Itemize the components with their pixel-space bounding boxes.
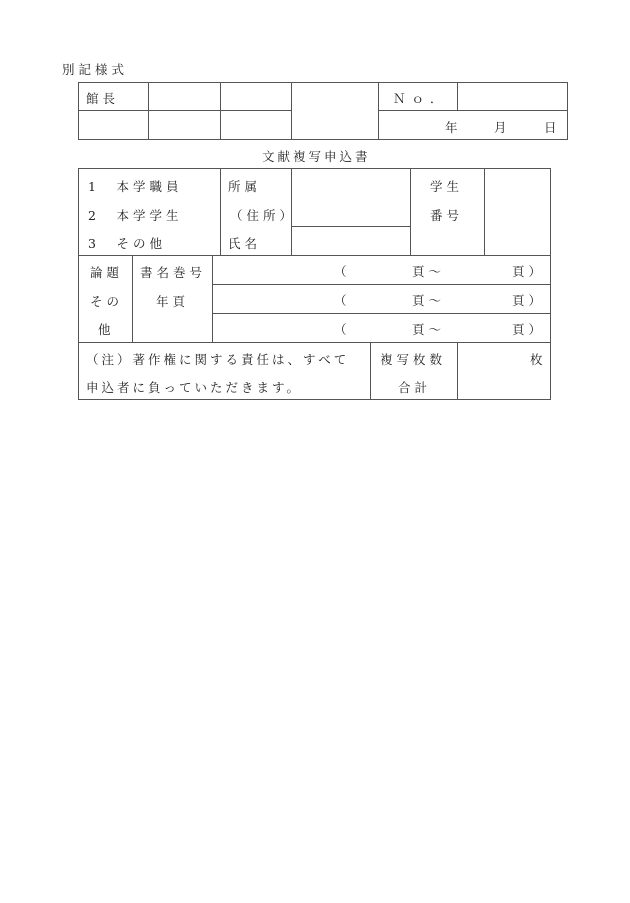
paper-row-open: （ [334, 264, 351, 279]
paper-row-page-to: 頁） [512, 322, 546, 337]
total-copies-label-1: 複写枚数 [380, 352, 447, 367]
paper-row-open: （ [334, 293, 351, 308]
kancho-label: 館長 [86, 91, 120, 106]
total-copies-label-2: 合計 [398, 380, 432, 395]
book-vol-label: 書名巻号 [140, 265, 207, 280]
name-field[interactable] [292, 227, 409, 254]
notice-line-1: （注）著作権に関する責任は、すべて [86, 352, 350, 367]
paper-label-3: 他 [98, 322, 115, 337]
paper-row-3[interactable] [213, 314, 550, 342]
paper-row-2[interactable] [213, 285, 550, 313]
paper-row-open: （ [334, 322, 351, 337]
address-label: （住所） [230, 208, 297, 223]
form-title: 文献複写申込書 [262, 149, 371, 164]
date-day-label: 日 [544, 120, 561, 135]
no-label: Ｎｏ． [393, 91, 449, 106]
category-staff[interactable]: 1 本学職員 [88, 179, 183, 194]
category-other[interactable]: 3 その他 [88, 236, 166, 251]
paper-row-page-from: 頁～ [412, 264, 446, 279]
affiliation-label: 所属 [228, 179, 262, 194]
student-number-label-2: 番号 [430, 208, 464, 223]
year-page-label: 年頁 [156, 294, 190, 309]
copies-unit: 枚 [530, 352, 547, 367]
date-month-label: 月 [494, 120, 511, 135]
paper-row-1[interactable] [213, 256, 550, 284]
paper-label-1: 論題 [90, 265, 124, 280]
no-field[interactable] [458, 83, 566, 110]
affiliation-field[interactable] [292, 169, 409, 225]
student-number-field[interactable] [485, 169, 549, 254]
paper-row-page-to: 頁） [512, 293, 546, 308]
name-label: 氏名 [228, 236, 262, 251]
notice-line-2: 申込者に負っていただきます。 [86, 380, 303, 395]
paper-label-2: その [90, 294, 124, 309]
date-year-label: 年 [445, 120, 462, 135]
paper-row-page-from: 頁～ [412, 293, 446, 308]
paper-row-page-from: 頁～ [412, 322, 446, 337]
paper-row-page-to: 頁） [512, 264, 546, 279]
total-copies-field[interactable] [458, 343, 549, 399]
category-student[interactable]: 2 本学学生 [88, 208, 183, 223]
student-number-label-1: 学生 [430, 179, 464, 194]
form-label: 別記様式 [62, 62, 129, 77]
